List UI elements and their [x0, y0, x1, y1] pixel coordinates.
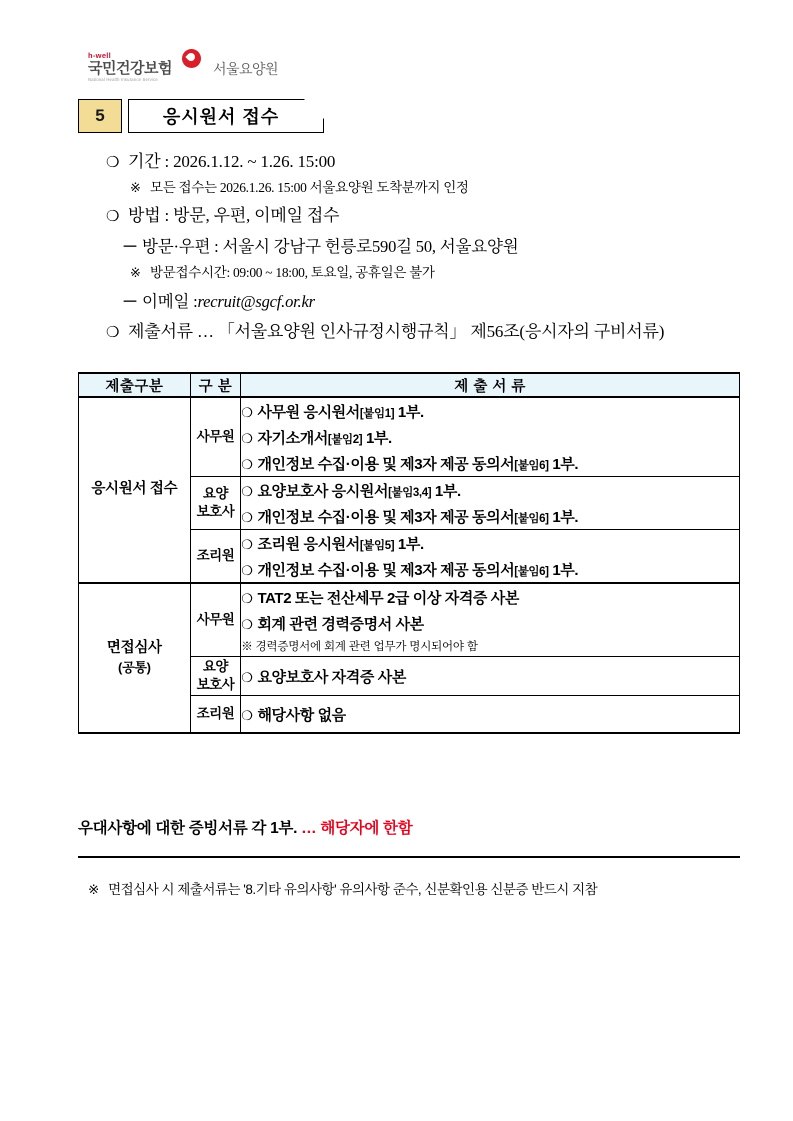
interview-reminder-note — [88, 878, 597, 898]
cell-group-0-1 — [190, 477, 241, 530]
nhis-korean-name: 국민건강보험 — [88, 59, 172, 77]
group-label-1-2: 조리원 — [196, 706, 235, 722]
item-attach-0-1-0: [붙임3,4] — [388, 486, 432, 499]
category-label-1: 면접심사 — [106, 640, 162, 657]
interview-reminder-text: 면접심사 시 제출서류는 '8.기타 유의사항' 유의사항 준수, 신분확인용 신분증 반드시 지참 — [108, 882, 598, 897]
item-suffix-0-0-2: 1부. — [548, 455, 579, 473]
table-header — [79, 373, 740, 397]
info-list — [78, 142, 738, 342]
preferential-red-text: … 해당자에 한함 — [301, 820, 413, 837]
category-sublabel-1: (공통) — [118, 660, 151, 676]
nhis-english-name: National Health Insurance Service — [88, 76, 158, 82]
column-header-documents: 제 출 서 류 — [241, 373, 740, 397]
list-item-documents — [106, 317, 738, 342]
bullet-circle-icon: ❍ — [241, 456, 253, 472]
cell-item-1-0-0 — [241, 583, 740, 610]
table-body — [79, 397, 740, 733]
cell-group-0-0 — [190, 397, 241, 477]
reference-mark-icon: ※ — [130, 180, 141, 195]
column-header-group: 구 분 — [190, 373, 241, 397]
preferential-documents-note — [78, 816, 412, 838]
group-label-0-1-line2: 보호사 — [196, 504, 235, 519]
item-suffix-0-1-0: 1부. — [431, 482, 461, 500]
corner-fold-icon — [303, 98, 325, 120]
bullet-circle-icon: ❍ — [241, 536, 253, 552]
item-attach-0-2-0: [붙임5] — [359, 539, 395, 552]
item-attach-0-0-0: [붙임1] — [359, 407, 395, 420]
item-text-0-1-1: 개인정보 수집·이용 및 제3자 제공 동의서 — [257, 508, 515, 526]
dash-icon: － — [122, 294, 139, 311]
group-label-0-0: 사무원 — [196, 429, 235, 445]
visit-note-text: 방문접수시간: 09:00 ~ 18:00, 토요일, 공휴일은 불가 — [150, 265, 435, 280]
group-label-1-1: 요양 — [202, 659, 228, 675]
bullet-circle-icon: ❍ — [241, 590, 253, 606]
reference-mark-icon: ※ — [130, 265, 141, 280]
heart-icon — [182, 49, 201, 68]
cell-item-0-0-1 — [241, 424, 740, 450]
table-row — [79, 583, 740, 610]
group-label-0-2: 조리원 — [196, 548, 235, 564]
email-label: 이메일 : — [142, 292, 198, 311]
documents-text: 제출서류 … 「서울요양원 인사규정시행규칙」 제56조(응시자의 구비서류) — [128, 322, 665, 341]
bullet-circle-icon: ❍ — [241, 669, 253, 685]
bullet-circle-icon: ❍ — [241, 562, 253, 578]
cell-category-0 — [79, 397, 191, 583]
period-text: 기간 : 2026.1.12. ~ 1.26. 15:00 — [128, 152, 336, 171]
bullet-circle-icon: ❍ — [241, 616, 253, 632]
item-text-1-0-1: 회계 관련 경력증명서 사본 — [257, 615, 424, 633]
cell-category-1 — [79, 583, 191, 733]
item-text-1-0-0: TAT2 또는 전산세무 2급 이상 자격증 사본 — [257, 589, 519, 607]
method-text: 방법 : 방문, 우편, 이메일 접수 — [128, 206, 340, 225]
visit-mail-text: 방문·우편 : 서울시 강남구 헌릉로590길 50, 서울요양원 — [142, 237, 519, 256]
group-label-1-0: 사무원 — [196, 612, 235, 628]
page-title: 응시원서 접수 — [162, 107, 280, 127]
period-note-text: 모든 접수는 2026.1.26. 15:00 서울요양원 도착분까지 인정 — [150, 180, 469, 195]
dash-icon: － — [122, 239, 139, 256]
item-suffix-0-0-0: 1부. — [394, 403, 424, 421]
bullet-circle-icon: ❍ — [241, 430, 253, 446]
item-text-0-2-0: 조리원 응시원서 — [257, 535, 360, 553]
item-text-0-1-0: 요양보호사 응시원서 — [257, 482, 389, 500]
cell-item-0-0-2 — [241, 450, 740, 477]
cell-item-1-2-0 — [241, 696, 740, 734]
section-title-box — [128, 99, 324, 133]
partner-name: 서울요양원 — [212, 61, 279, 77]
section-header — [78, 99, 324, 133]
category-label-0: 응시원서 접수 — [91, 481, 178, 498]
cell-item-1-0-1 — [241, 610, 740, 636]
item-text-0-0-0: 사무원 응시원서 — [257, 403, 360, 421]
item-attach-0-1-1: [붙임6] — [514, 512, 549, 525]
cell-item-note-1-0: ※ 경력증명서에 회계 관련 업무가 명시되어야 함 — [241, 636, 740, 657]
list-item-visit-note — [130, 261, 738, 281]
cell-group-1-1 — [190, 657, 241, 696]
column-header-category: 제출구분 — [79, 373, 191, 397]
item-text-0-0-1: 자기소개서 — [257, 429, 328, 447]
item-text-1-2-0: 해당사항 없음 — [257, 706, 346, 724]
email-address[interactable]: recruit@sgcf.or.kr — [197, 292, 315, 311]
item-text-0-0-2: 개인정보 수집·이용 및 제3자 제공 동의서 — [257, 455, 515, 473]
cell-group-0-2 — [190, 530, 241, 584]
reference-mark-icon: ※ — [88, 882, 99, 897]
required-documents-table — [78, 372, 740, 734]
item-attach-0-0-1: [붙임2] — [327, 433, 363, 446]
hwell-wordmark: h-well — [88, 51, 112, 61]
item-suffix-0-1-1: 1부. — [548, 508, 579, 526]
item-suffix-0-2-1: 1부. — [548, 561, 579, 579]
item-text-0-2-1: 개인정보 수집·이용 및 제3자 제공 동의서 — [257, 561, 515, 579]
cell-item-0-2-0 — [241, 530, 740, 557]
section-number: 5 — [78, 99, 122, 133]
cell-item-0-0-0 — [241, 397, 740, 424]
preferential-bold-text: 우대사항에 대한 증빙서류 각 1부. — [78, 820, 298, 837]
bullet-circle-icon: ❍ — [106, 325, 120, 341]
bullet-circle-icon: ❍ — [106, 209, 120, 225]
cell-item-0-1-1 — [241, 503, 740, 530]
item-suffix-0-2-0: 1부. — [394, 535, 424, 553]
cell-item-1-1-0 — [241, 657, 740, 696]
bullet-circle-icon: ❍ — [241, 483, 253, 499]
item-attach-0-2-1: [붙임6] — [514, 565, 549, 578]
horizontal-rule — [78, 856, 740, 858]
group-label-1-1-line2: 보호사 — [196, 677, 235, 692]
nhis-logo — [88, 52, 172, 82]
cell-group-1-0 — [190, 583, 241, 657]
cell-item-0-1-0 — [241, 477, 740, 504]
group-label-0-1: 요양 — [202, 486, 228, 502]
list-item-period — [106, 147, 738, 172]
cell-item-0-2-1 — [241, 556, 740, 583]
bullet-circle-icon: ❍ — [241, 707, 253, 723]
bullet-circle-icon: ❍ — [106, 155, 120, 171]
cell-group-1-2 — [190, 696, 241, 734]
list-item-period-note — [130, 176, 738, 196]
table-row — [79, 397, 740, 424]
list-item-method — [106, 201, 738, 226]
item-suffix-0-0-1: 1부. — [362, 429, 392, 447]
bullet-circle-icon: ❍ — [241, 509, 253, 525]
item-attach-0-0-2: [붙임6] — [514, 459, 549, 472]
item-text-1-1-0: 요양보호사 자격증 사본 — [257, 668, 406, 686]
list-item-visit-mail — [122, 233, 738, 257]
bullet-circle-icon: ❍ — [241, 404, 253, 420]
table-header-row — [79, 373, 740, 397]
organization-logo — [88, 42, 278, 82]
list-item-email — [122, 288, 738, 312]
